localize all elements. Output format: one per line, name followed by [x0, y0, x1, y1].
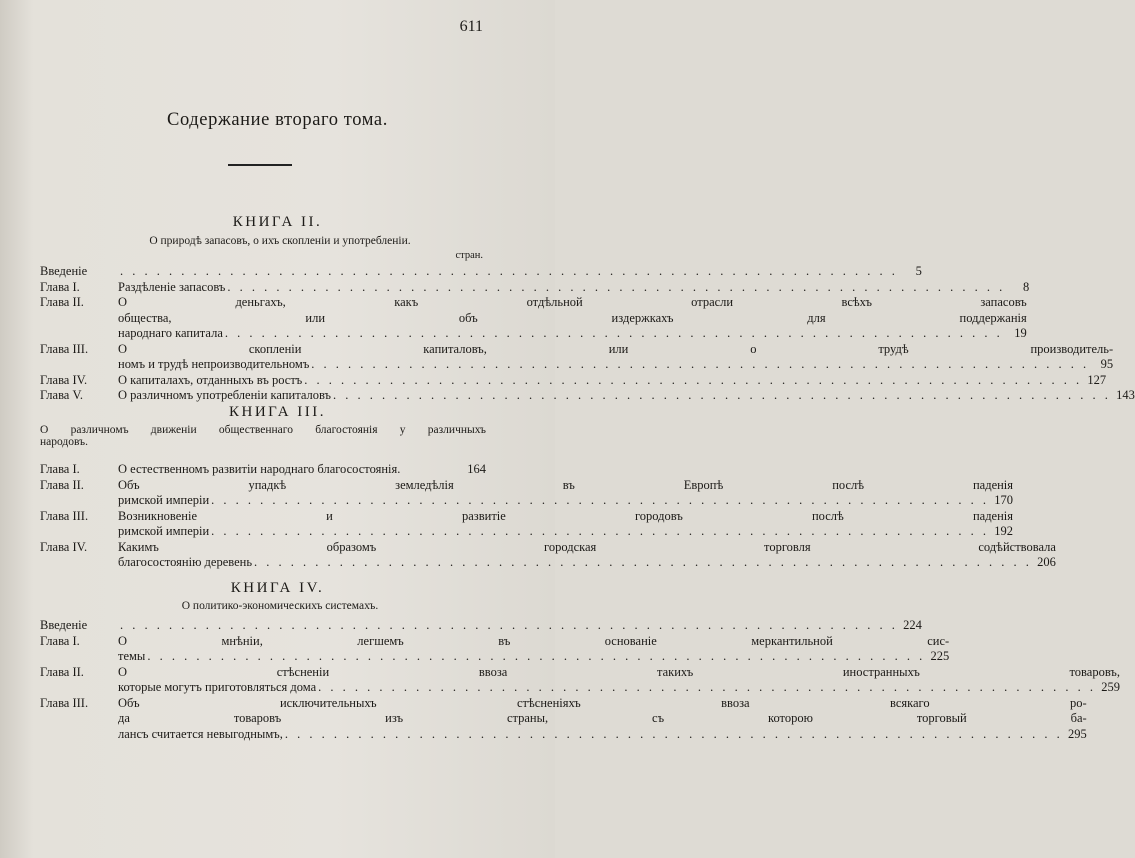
entry-text: общества, или объ издержкахъ для поддержанія	[118, 310, 1027, 325]
book-2-toc	[40, 264, 1135, 404]
entry-text: благосостоянію деревень	[118, 555, 253, 569]
entry-label: Глава III.	[40, 695, 89, 710]
toc-entry	[40, 633, 950, 665]
toc-entry	[40, 477, 1014, 509]
entry-text: которые могутъ приготовляться дома	[118, 680, 317, 694]
entry-label: Глава V.	[40, 388, 84, 402]
toc-entry	[40, 341, 1114, 373]
entry-label: Глава III.	[40, 341, 89, 356]
entry-page: 206	[1037, 555, 1056, 569]
book-4-subtitle: О политико-экономическихъ системахъ.	[181, 600, 379, 612]
entry-text: Раздѣленіе запасовъ	[118, 279, 226, 294]
toc-entry	[40, 264, 922, 280]
entry-label: Глава I.	[40, 462, 80, 476]
entry-text: номъ и трудѣ непроизводительномъ	[118, 357, 310, 371]
book-3-heading: КНИГА III.	[228, 404, 327, 420]
book-3-subtitle-line: О различномъ движеніи общественнаго благостоянія у различныхъ	[40, 424, 486, 436]
toc-entry	[40, 279, 1030, 296]
entry-text: Объ упадкѣ земледѣлія въ Европѣ послѣ паденія	[118, 477, 1014, 492]
toc-entry	[40, 664, 1120, 696]
book-3-subtitle	[40, 424, 486, 448]
entry-label: Глава III.	[40, 508, 89, 523]
entry-text: О мнѣніи, легшемъ въ основаніе меркантильной сис-	[118, 633, 950, 648]
book-4-heading: КНИГА IV.	[230, 580, 325, 596]
entry-text: римской имперіи	[118, 493, 210, 507]
entry-text: народнаго капитала	[118, 326, 223, 340]
entry-text: римской имперіи	[118, 524, 210, 538]
entry-page: 95	[1100, 357, 1114, 371]
entry-text: О естественномъ развитіи народнаго благосостоянія.	[118, 462, 401, 476]
entry-text: лансъ считается невыгоднымъ,	[118, 726, 283, 741]
book-3-subtitle-line: народовъ.	[40, 436, 88, 448]
entry-text: О различномъ употребленіи капиталовъ	[118, 388, 332, 402]
entry-text: Какимъ образомъ городская торговля содѣйствовала	[118, 539, 1056, 554]
page-title: Содержание втораго тома.	[167, 110, 388, 130]
book-2-heading: КНИГА II.	[232, 214, 323, 230]
entry-page: 295	[1067, 726, 1087, 741]
entry-page: 19	[1014, 326, 1027, 340]
entry-page: 170	[994, 493, 1014, 507]
entry-label: Глава I.	[40, 633, 80, 648]
entry-text: да товаровъ изъ страны, съ которою торговый ба-	[118, 711, 1087, 725]
entry-text: О стѣсненіи ввоза такихъ иностранныхъ товаровъ,	[118, 664, 1120, 679]
entry-page: 164	[467, 462, 486, 476]
entry-text: О скопленіи капиталовъ, или о трудѣ производитель-	[118, 341, 1114, 356]
toc-entry	[40, 618, 922, 634]
entry-page: 5	[915, 264, 922, 278]
entry-text: О деньгахъ, какъ отдѣльной отрасли всѣхъ запасовъ	[118, 295, 1027, 309]
pages-column-label: стран.	[455, 250, 483, 261]
toc-entry	[40, 462, 486, 478]
entry-page: 143	[1116, 388, 1135, 402]
entry-label: Введеніе	[40, 618, 88, 632]
entry-text: темы	[118, 649, 146, 663]
entry-page: 192	[994, 524, 1014, 538]
entry-text: Объ исключительныхъ стѣсненіяхъ ввоза всякаго ро-	[118, 695, 1087, 710]
entry-page: 225	[930, 649, 950, 663]
book-3-toc	[40, 462, 1056, 571]
divider-rule	[228, 164, 292, 166]
toc-entry	[40, 508, 1014, 540]
toc-entry	[40, 695, 1087, 743]
entry-label: Глава IV.	[40, 372, 88, 387]
entry-label: Глава I.	[40, 279, 80, 294]
entry-label: Глава II.	[40, 664, 84, 679]
entry-label: Глава IV.	[40, 539, 88, 554]
entry-text: О капиталахъ, отданныхъ въ ростъ	[118, 372, 303, 387]
entry-label: Глава II.	[40, 295, 84, 309]
entry-text: Возникновеніе и развитіе городовъ послѣ паденія	[118, 508, 1014, 523]
toc-entry	[40, 295, 1027, 342]
entry-page: 224	[903, 618, 922, 632]
toc-entry	[40, 388, 1135, 404]
toc-entry	[40, 372, 1107, 389]
page-number: 611	[459, 18, 483, 35]
entry-page: 127	[1087, 372, 1107, 387]
toc-entry	[40, 539, 1056, 571]
entry-page: 8	[1023, 279, 1030, 294]
entry-label: Введеніе	[40, 264, 88, 278]
entry-label: Глава II.	[40, 477, 84, 492]
book-4-toc	[40, 618, 1120, 742]
entry-page: 259	[1101, 680, 1120, 694]
book-2-subtitle: О природѣ запасовъ, о ихъ скопленіи и употребленіи.	[149, 235, 411, 247]
